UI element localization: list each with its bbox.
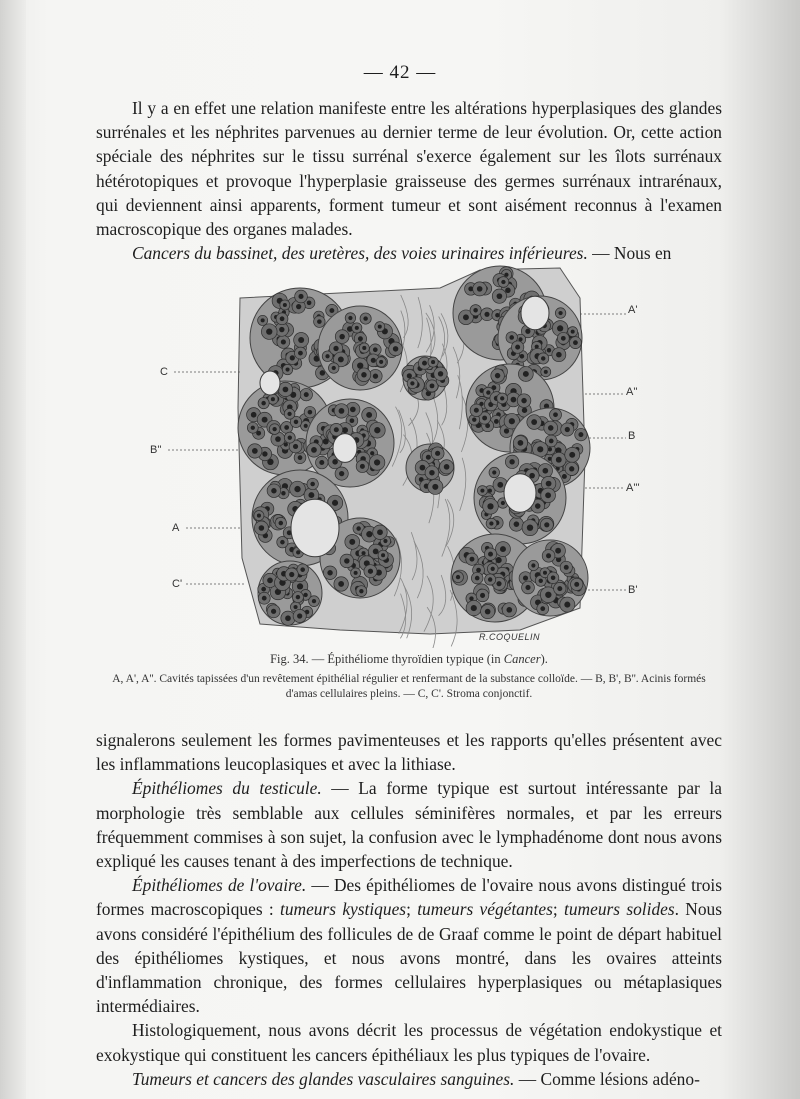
paragraph: Cancers du bassinet, des uretères, des voies urinaires inférieures. — Nous en: [132, 243, 672, 264]
cell-nucleus: [252, 448, 258, 454]
paragraph: Histologiquement, nous avons décrit les processus de végétation endokystique et exokystique qui constituent les cancers épithéliaux les plus typiques de l'ovaire.: [96, 1020, 722, 1065]
cell-nucleus: [482, 416, 487, 421]
cell-nucleus: [509, 418, 515, 424]
cell-nucleus: [285, 615, 291, 621]
paragraph: Il y a en effet une relation manifeste entre les altérations hyperplasiques des glandes surrénales et les néphrites parvenues au dernier terme de leur évolution. Or, cette action spéciale des néphrites sur le tissu surrénal s'exerce également sur les îlots surrénaux hétérotopiques et provoque l'hyperplasie graisseuse des germes surrénaux intrarénaux, qui deviennent ainsi apparents, forment tumeur et sont aisément reconnus à l'examen macroscopique des organes malades.: [96, 98, 722, 240]
cell-nucleus: [272, 427, 276, 431]
cell-nucleus: [537, 446, 543, 452]
cell-nucleus: [362, 346, 366, 350]
cell-nucleus: [574, 582, 579, 587]
cell-nucleus: [275, 436, 281, 442]
cell-nucleus: [551, 575, 556, 580]
cell-nucleus: [456, 575, 460, 579]
cell-nucleus: [546, 553, 551, 558]
colloid-cavity: [333, 434, 357, 463]
cell-nucleus: [484, 312, 489, 317]
cell-nucleus: [312, 599, 316, 603]
cell-nucleus: [469, 557, 474, 562]
cell-nucleus: [472, 418, 476, 422]
cell-nucleus: [339, 471, 344, 476]
cell-nucleus: [261, 401, 265, 405]
colloid-cavity: [291, 499, 339, 557]
cell-nucleus: [325, 354, 329, 358]
cell-nucleus: [477, 286, 483, 292]
cell-nucleus: [355, 326, 359, 330]
cell-nucleus: [410, 381, 414, 385]
cell-nucleus: [262, 596, 267, 601]
cell-nucleus: [504, 428, 509, 433]
label-a-third: A''': [626, 482, 640, 494]
cell-nucleus: [333, 346, 338, 351]
cell-nucleus: [578, 432, 583, 437]
scan-shadow-edge: [0, 0, 26, 1099]
cell-nucleus: [297, 613, 302, 618]
cell-nucleus: [310, 482, 315, 487]
section-heading: Tumeurs et cancers des glandes vasculaires sanguines.: [132, 1068, 515, 1089]
cell-nucleus: [360, 464, 365, 469]
cell-nucleus: [407, 373, 412, 378]
label-c: C: [160, 366, 168, 378]
cell-nucleus: [562, 474, 567, 479]
cell-nucleus: [497, 482, 503, 488]
label-a-second: A'': [626, 386, 638, 398]
cell-nucleus: [488, 489, 492, 493]
cell-nucleus: [426, 455, 431, 460]
cell-nucleus: [334, 427, 339, 432]
cell-nucleus: [548, 425, 554, 431]
cell-nucleus: [327, 570, 332, 575]
cell-nucleus: [290, 355, 295, 360]
cell-nucleus: [280, 316, 285, 321]
cell-nucleus: [422, 361, 427, 366]
cell-nucleus: [298, 337, 304, 343]
cell-nucleus: [542, 468, 548, 474]
paragraph: Tumeurs et cancers des glandes vasculaires sanguines. — Comme lésions adéno-: [132, 1068, 700, 1089]
cell-nucleus: [298, 351, 303, 356]
cell-nucleus: [471, 605, 477, 611]
figure-caption-legend: A, A', A''. Cavités tapissées d'un revêtement épithélial régulier et renfermant de la substance colloïde. — B, B', B''. Acinis formés d'amas cellulaires pleins. — C, C'. Stroma conjonctif.: [112, 673, 706, 700]
cell-nucleus: [522, 408, 527, 413]
histology-figure: [140, 258, 660, 648]
cell-nucleus: [558, 311, 562, 315]
body-text-top: [96, 96, 722, 265]
cell-nucleus: [285, 367, 289, 371]
cell-nucleus: [501, 501, 505, 505]
cell-nucleus: [362, 551, 366, 555]
figure-caption-title: Fig. 34. — Épithéliome thyroïdien typique (in Cancer).: [270, 652, 548, 666]
cell-nucleus: [283, 387, 289, 393]
cell-nucleus: [489, 521, 493, 525]
cell-nucleus: [488, 552, 493, 557]
cell-nucleus: [339, 408, 345, 414]
cell-nucleus: [354, 571, 358, 575]
cell-nucleus: [569, 466, 574, 471]
cell-nucleus: [491, 567, 495, 571]
paragraph: signalerons seulement les formes pavimenteuses et les rapports qu'elles présentent avec les inflammations leucoplasiques et avec la lithiase.: [96, 730, 722, 775]
cell-nucleus: [262, 451, 267, 456]
label-b: B: [628, 430, 636, 442]
colloid-cavity: [521, 296, 549, 330]
cell-nucleus: [371, 358, 376, 363]
cell-nucleus: [505, 288, 511, 294]
cell-nucleus: [431, 360, 435, 364]
cell-nucleus: [500, 546, 506, 552]
cell-nucleus: [474, 408, 479, 413]
label-b-second: B'': [150, 444, 162, 456]
cell-nucleus: [545, 492, 551, 498]
cell-nucleus: [297, 583, 303, 589]
illustrator-signature: R.COQUELIN: [479, 632, 541, 642]
cell-nucleus: [556, 352, 562, 358]
cell-nucleus: [444, 464, 450, 470]
cell-nucleus: [308, 410, 313, 415]
cell-nucleus: [556, 457, 562, 463]
cell-nucleus: [430, 383, 435, 388]
cell-nucleus: [307, 300, 312, 305]
cell-nucleus: [565, 427, 570, 432]
cell-nucleus: [374, 427, 380, 433]
label-c-prime: C': [172, 578, 183, 590]
cell-nucleus: [476, 568, 481, 573]
cell-nucleus: [304, 392, 309, 397]
cell-nucleus: [553, 412, 558, 417]
cell-nucleus: [261, 587, 266, 592]
cell-nucleus: [549, 439, 554, 444]
cell-nucleus: [488, 577, 492, 581]
cell-nucleus: [257, 514, 261, 518]
cell-nucleus: [531, 419, 537, 425]
cell-nucleus: [350, 407, 356, 413]
cell-nucleus: [435, 451, 440, 456]
cell-nucleus: [374, 459, 380, 465]
cell-nucleus: [546, 481, 552, 487]
colloid-cavity: [260, 371, 280, 395]
cell-nucleus: [358, 336, 363, 341]
figure-illustration: [140, 258, 660, 648]
cell-nucleus: [495, 313, 499, 317]
cell-nucleus: [557, 325, 563, 331]
cell-nucleus: [535, 345, 539, 349]
cell-nucleus: [564, 602, 570, 608]
cell-nucleus: [485, 609, 491, 615]
cell-nucleus: [293, 444, 298, 449]
cell-nucleus: [555, 548, 561, 554]
cell-nucleus: [373, 347, 378, 352]
cell-nucleus: [262, 417, 268, 423]
cell-nucleus: [363, 316, 367, 320]
cell-nucleus: [543, 571, 547, 575]
cell-nucleus: [527, 524, 533, 530]
cell-nucleus: [515, 345, 520, 350]
cell-nucleus: [289, 572, 294, 577]
cell-nucleus: [267, 578, 273, 584]
cell-nucleus: [303, 593, 307, 597]
cell-nucleus: [500, 396, 504, 400]
cell-nucleus: [377, 529, 383, 535]
cell-nucleus: [261, 318, 265, 322]
cell-nucleus: [545, 592, 551, 598]
cell-nucleus: [339, 334, 345, 340]
cell-nucleus: [370, 451, 374, 455]
cell-nucleus: [523, 371, 529, 377]
cell-nucleus: [429, 470, 434, 475]
cell-nucleus: [338, 356, 344, 362]
cell-nucleus: [509, 335, 514, 340]
cell-nucleus: [486, 390, 490, 394]
cell-nucleus: [473, 308, 478, 313]
cell-nucleus: [480, 489, 484, 493]
cell-nucleus: [338, 581, 344, 587]
cell-nucleus: [573, 340, 578, 345]
cell-nucleus: [521, 398, 526, 403]
cell-nucleus: [475, 576, 480, 581]
cell-nucleus: [373, 548, 379, 554]
cell-nucleus: [569, 452, 575, 458]
cell-nucleus: [359, 589, 363, 593]
cell-nucleus: [329, 308, 334, 313]
cell-nucleus: [393, 346, 398, 351]
cell-nucleus: [281, 491, 285, 495]
cell-nucleus: [379, 360, 383, 364]
cell-nucleus: [420, 465, 426, 471]
cell-nucleus: [511, 397, 517, 403]
cell-nucleus: [300, 567, 305, 572]
section-heading: Cancers du bassinet, des uretères, des voies urinaires inférieures.: [132, 243, 588, 264]
cell-nucleus: [496, 581, 501, 586]
label-a-prime: A': [628, 304, 638, 316]
cell-nucleus: [366, 531, 372, 537]
cell-nucleus: [296, 595, 300, 599]
cell-nucleus: [308, 492, 314, 498]
cell-nucleus: [279, 327, 284, 332]
cell-nucleus: [480, 593, 485, 598]
cell-nucleus: [525, 329, 530, 334]
cell-nucleus: [544, 522, 549, 527]
cell-nucleus: [332, 366, 336, 370]
cell-nucleus: [463, 314, 469, 320]
cell-nucleus: [564, 565, 569, 570]
cell-nucleus: [271, 397, 275, 401]
cell-nucleus: [361, 372, 366, 377]
cell-nucleus: [287, 412, 291, 416]
cell-nucleus: [497, 293, 503, 299]
cell-nucleus: [332, 459, 338, 465]
cell-nucleus: [541, 356, 545, 360]
cell-nucleus: [311, 447, 317, 453]
cell-nucleus: [438, 371, 443, 376]
cell-nucleus: [506, 607, 512, 613]
paragraph: Épithéliomes du testicule. — La forme typique est surtout intéressante par la morphologie très semblable aux cellules séminifères normales, et par les erreurs fréquemment commises à son sujet, la confusion avec le lymphadénome dont nous avons expliqué les causes tenant à des imperfections de technique.: [96, 778, 722, 872]
cell-nucleus: [487, 503, 493, 509]
label-b-prime: B': [628, 584, 638, 596]
cell-nucleus: [540, 606, 545, 611]
cell-nucleus: [298, 455, 303, 460]
cell-nucleus: [378, 325, 382, 329]
cell-nucleus: [368, 569, 373, 574]
section-heading: Épithéliomes de l'ovaire.: [132, 875, 307, 896]
section-heading: Épithéliomes du testicule.: [132, 778, 322, 799]
cell-nucleus: [547, 348, 551, 352]
cell-nucleus: [280, 540, 285, 545]
cell-nucleus: [271, 609, 276, 614]
cell-nucleus: [344, 558, 349, 563]
cell-nucleus: [251, 412, 257, 418]
cell-nucleus: [348, 316, 352, 320]
cell-nucleus: [494, 419, 499, 424]
cell-nucleus: [332, 500, 338, 506]
cell-nucleus: [298, 294, 303, 299]
cell-nucleus: [281, 339, 286, 344]
paragraph: Épithéliomes de l'ovaire. — Des épithéliomes de l'ovaire nous avons distingué trois formes macroscopiques : tumeurs kystiques; tumeurs végétantes; tumeurs solides. Nous avons considéré l'épithélium des follicules de de Graaf comme le point de départ habituel des épithéliomes kystiques, et nous avons montré, dans les ovaires atteints d'inflammation chronique, des formes cellulaires hyperplasiques ou métaplasiques intermédiaires.: [96, 875, 722, 1017]
cell-nucleus: [373, 373, 378, 378]
cell-nucleus: [514, 521, 520, 527]
cell-nucleus: [492, 470, 496, 474]
cell-nucleus: [501, 280, 505, 284]
cell-nucleus: [561, 336, 566, 341]
cell-nucleus: [283, 303, 287, 307]
cell-nucleus: [432, 484, 438, 490]
cell-nucleus: [535, 503, 541, 509]
cell-nucleus: [294, 420, 299, 425]
cell-nucleus: [294, 486, 300, 492]
cell-nucleus: [525, 585, 530, 590]
cell-nucleus: [557, 586, 562, 591]
page-number: — 42 —: [363, 62, 437, 83]
cell-nucleus: [366, 412, 372, 418]
cell-nucleus: [539, 579, 543, 583]
cell-nucleus: [296, 304, 301, 309]
cell-nucleus: [520, 354, 525, 359]
cell-nucleus: [284, 425, 289, 430]
cell-nucleus: [251, 426, 255, 430]
cell-nucleus: [518, 440, 524, 446]
cell-nucleus: [381, 553, 385, 557]
cell-nucleus: [349, 539, 355, 545]
cell-nucleus: [571, 330, 575, 334]
cell-nucleus: [523, 576, 528, 581]
cell-nucleus: [319, 460, 324, 465]
cell-nucleus: [531, 563, 535, 567]
cell-nucleus: [317, 319, 322, 324]
cell-nucleus: [266, 328, 272, 334]
cell-nucleus: [259, 525, 265, 531]
label-a: A: [172, 522, 180, 534]
body-text-bottom: [96, 728, 722, 1091]
cell-nucleus: [383, 539, 387, 543]
cell-nucleus: [495, 373, 500, 378]
cell-nucleus: [350, 418, 355, 423]
cell-nucleus: [288, 435, 292, 439]
cell-nucleus: [304, 424, 308, 428]
cell-nucleus: [279, 521, 284, 526]
cell-nucleus: [293, 605, 297, 609]
cell-nucleus: [271, 488, 276, 493]
cell-nucleus: [544, 370, 548, 374]
cell-nucleus: [356, 526, 361, 531]
colloid-cavity: [504, 474, 536, 512]
cell-nucleus: [509, 459, 514, 464]
